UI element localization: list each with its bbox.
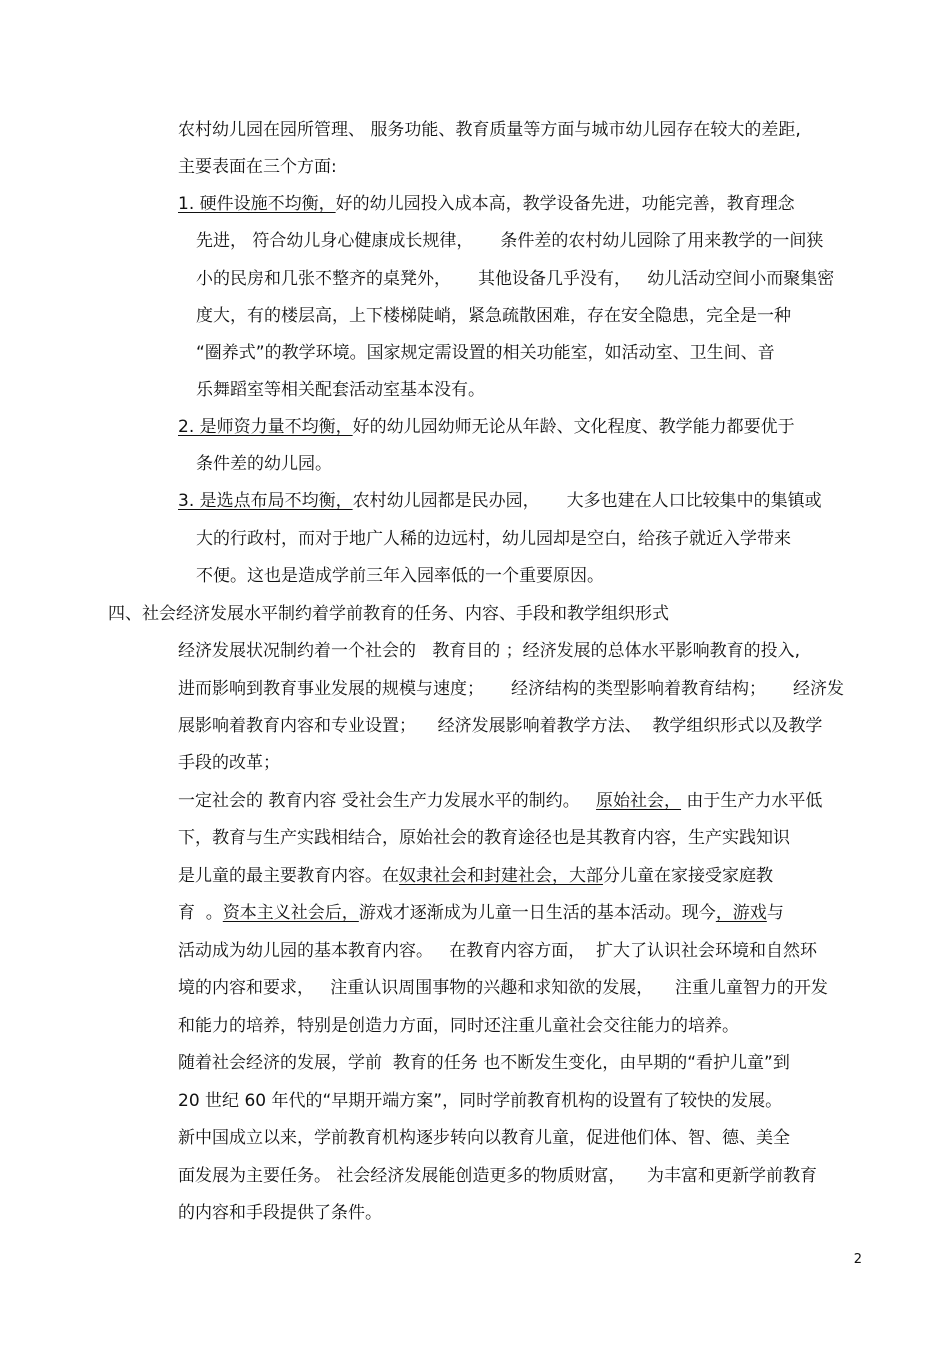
section-4-p2-line-3 <box>178 865 773 887</box>
section-4-p1-line-3: 展影响着教育内容和专业设置； 经济发展影响着教学方法、 教学组织形式以及教学 <box>178 716 823 736</box>
text-run: 与 <box>766 903 784 923</box>
section-4-p4-line-2: 面发展为主要任务。 社会经济发展能创造更多的物质财富， 为丰富和更新学前教育 <box>178 1166 818 1186</box>
section-4-title: 四、社会经济发展水平制约着学前教育的任务、内容、手段和教学组织形式 <box>108 604 669 624</box>
section-4-p2-line-1 <box>178 790 822 812</box>
section-4-p4-line-3: 的内容和手段提供了条件。 <box>178 1203 382 1223</box>
text-run: 由于生产力水平低 <box>681 791 823 811</box>
intro-line-1: 农村幼儿园在园所管理、 服务功能、教育质量等方面与城市幼儿园存在较大的差距, <box>178 120 801 140</box>
intro-line-2: 主要表面在三个方面: <box>178 157 337 177</box>
point-1-line-1 <box>178 193 795 215</box>
underlined-text: 奴隶社会和封建社会，大部 <box>399 866 603 886</box>
section-4-p2-line-5: 活动成为幼儿园的基本教育内容。 在教育内容方面， 扩大了认识社会环境和自然环 <box>178 941 818 961</box>
point-1-line-6: 乐舞蹈室等相关配套活动室基本没有。 <box>196 380 485 400</box>
section-4-p2-line-2: 下，教育与生产实践相结合，原始社会的教育途径也是其教育内容，生产实践知识 <box>178 828 790 848</box>
point-1-line-4: 度大，有的楼层高，上下楼梯陡峭，紧急疏散困难，存在安全隐患，完全是一种 <box>196 306 791 326</box>
point-1-text: 好的幼儿园投入成本高，教学设备先进，功能完善，教育理念 <box>335 194 795 214</box>
point-3-line-1 <box>178 490 822 512</box>
underlined-text: 资本主义社会后， <box>222 903 359 923</box>
section-4-p3-line-1: 随着社会经济的发展，学前 教育的任务 也不断发生变化，由早期的“看护儿童”到 <box>178 1053 790 1073</box>
point-1-line-5: “圈养式”的教学环境。国家规定需设置的相关功能室，如活动室、卫生间、音 <box>196 343 775 363</box>
text-run: 是儿童的最主要教育内容。在 <box>178 866 399 886</box>
section-4-p2-line-6: 境的内容和要求， 注重认识周围事物的兴趣和求知欲的发展， 注重儿童智力的开发 <box>178 978 828 998</box>
page-number: 2 <box>853 1252 862 1267</box>
point-2-line-2: 条件差的幼儿园。 <box>196 454 332 474</box>
text-run: 分儿童在家接受家庭教 <box>603 866 773 886</box>
text-run: 一定社会的 教育内容 受社会生产力发展水平的制约。 <box>178 791 597 811</box>
section-4-p2-line-7: 和能力的培养，特别是创造力方面，同时还注重儿童社会交往能力的培养。 <box>178 1016 739 1036</box>
point-2-text: 好的幼儿园幼师无论从年龄、文化程度、教学能力都要优于 <box>352 417 795 437</box>
section-4-p1-line-4: 手段的改革； <box>178 753 280 773</box>
point-1-heading: 1. 硬件设施不均衡， <box>178 194 336 214</box>
section-4-p3-line-2: 20 世纪 60 年代的“早期开端方案”，同时学前教育机构的设置有了较快的发展。 <box>178 1091 783 1111</box>
point-3-text: 农村幼儿园都是民办园， 大多也建在人口比较集中的集镇或 <box>352 491 822 511</box>
point-3-line-2: 大的行政村，而对于地广人稀的边远村，幼儿园却是空白，给孩子就近入学带来 <box>196 529 791 549</box>
point-3-heading: 3. 是选点布局不均衡， <box>178 491 353 511</box>
point-1-line-2: 先进， 符合幼儿身心健康成长规律， 条件差的农村幼儿园除了用来教学的一间狭 <box>196 231 824 251</box>
point-2-heading: 2. 是师资力量不均衡， <box>178 417 353 437</box>
text-run: 育 。 <box>178 903 223 923</box>
section-4-p2-line-4 <box>178 902 784 924</box>
section-4-p4-line-1: 新中国成立以来，学前教育机构逐步转向以教育儿童，促进他们体、智、德、美全 <box>178 1128 790 1148</box>
underlined-text: 原始社会， <box>596 791 682 811</box>
section-4-p1-line-2: 进而影响到教育事业发展的规模与速度； 经济结构的类型影响着教育结构； 经济发 <box>178 679 845 699</box>
text-run: 游戏才逐渐成为儿童一日生活的基本活动。现今 <box>358 903 716 923</box>
section-4-p1-line-1: 经济发展状况制约着一个社会的 教育目的 ；经济发展的总体水平影响教育的投入, <box>178 641 801 661</box>
point-2-line-1 <box>178 416 795 438</box>
point-1-line-3: 小的民房和几张不整齐的桌凳外， 其他设备几乎没有， 幼儿活动空间小而聚集密 <box>196 269 835 289</box>
underlined-text: ，游戏 <box>715 903 767 923</box>
point-3-line-3: 不便。这也是造成学前三年入园率低的一个重要原因。 <box>196 566 604 586</box>
